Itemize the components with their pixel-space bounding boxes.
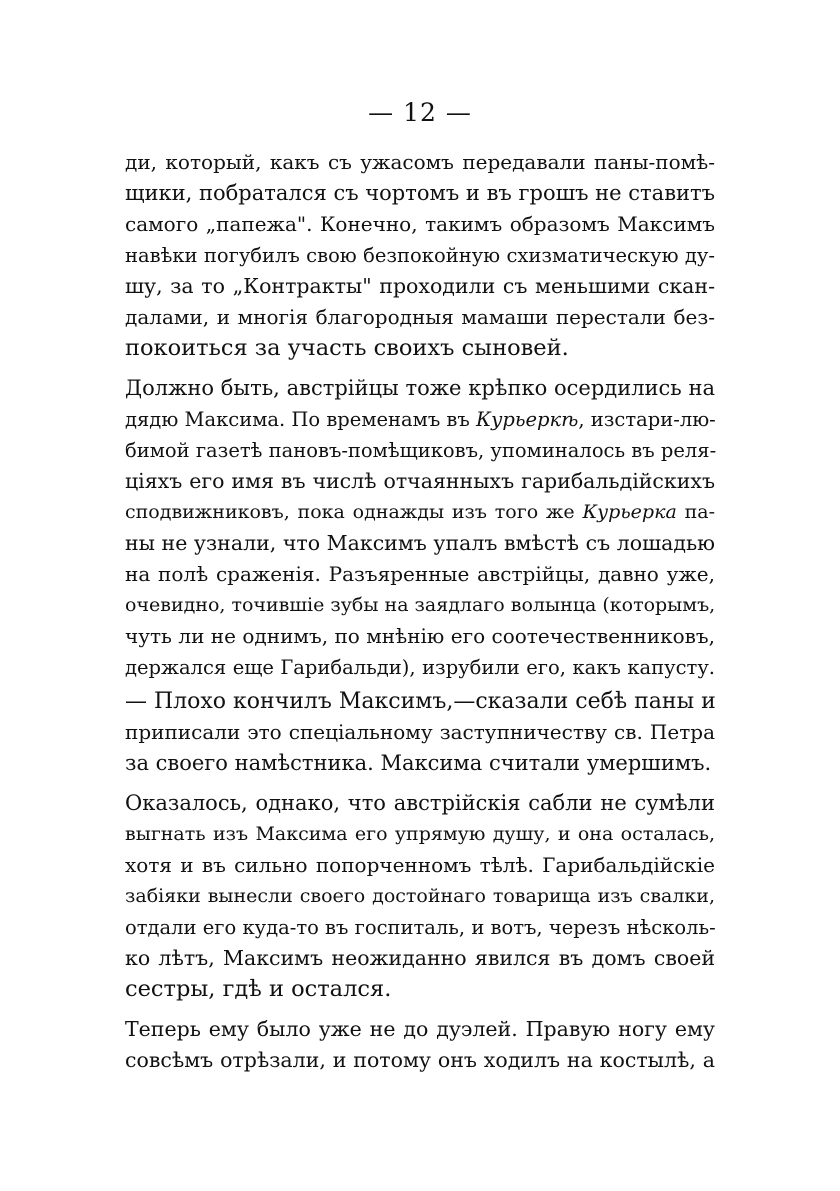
text-line: на полѣ сраженія. Разъяренные австрійцы, давно уже, [125, 562, 715, 586]
text-line: ко лѣтъ, Максимъ неожиданно явился въ домъ своей [125, 946, 715, 970]
text-line: за своего намѣстника. Максима считали умершимъ. [125, 751, 712, 775]
paragraph [125, 686, 715, 779]
text-line: очевидно, точившіе зубы на заядлаго волынца (которымъ, [125, 594, 716, 616]
text-line: навѣки погубилъ свою безпокойную схизматическую ду- [125, 244, 715, 267]
text-line: ціяхъ его имя въ числѣ отчаянныхъ гарибальдійскихъ [125, 469, 715, 493]
text-line: шу, за то „Контракты" проходили съ меньшими скан- [125, 274, 715, 298]
page-number: — 12 — [368, 98, 472, 127]
text-line: Теперь ему было уже не до дуэлей. Правую ногу ему [125, 1017, 715, 1041]
text-line: сестры, гдѣ и остался. [125, 976, 392, 1002]
text-line: ди, который, какъ съ ужасомъ передавали паны-помѣ- [125, 150, 715, 174]
text-line: самого „папежа". Конечно, такимъ образомъ Максимъ [125, 212, 715, 236]
paragraph [125, 147, 715, 364]
text-line: сподвижниковъ, пока однажды изъ того же Курьерка па- [125, 501, 715, 523]
paragraph [125, 788, 715, 1005]
text-line: дядю Максима. По временамъ въ Курьеркѣ, изстари-лю- [125, 408, 716, 431]
newspaper-title: Курьеркѣ [476, 408, 579, 431]
paragraph [125, 373, 715, 683]
text-line: чуть ли не однимъ, по мнѣнію его соотечественниковъ, [125, 624, 715, 648]
text-line: забіяки вынесли своего достойнаго товарища изъ свалки, [125, 885, 715, 907]
text-line: покоиться за участь своихъ сыновей. [125, 335, 569, 361]
text-line: далами, и многія благородныя мамаши перестали без- [125, 305, 715, 329]
text-line: щики, побратался съ чортомъ и въ грошъ не ставитъ [125, 181, 715, 205]
text-line: ны не узнали, что Максимъ упалъ вмѣстѣ съ лошадью [125, 531, 715, 555]
text-line: выгнать изъ Максима его упрямую душу, и она осталась, [125, 823, 715, 845]
body-text [125, 147, 715, 1076]
text-line: приписали это спеціальному заступничеству св. Петра [125, 720, 715, 744]
paragraph [125, 1014, 715, 1076]
text-line: Оказалось, однако, что австрійскія сабли не сумѣли [125, 791, 715, 815]
text-line: держался еще Гарибальди), изрубили его, какъ капусту. [125, 656, 715, 679]
newspaper-title: Курьерка [582, 501, 677, 523]
text-line: бимой газетѣ пановъ-помѣщиковъ, упоминалось въ реля- [125, 439, 717, 462]
text-line: отдали его куда-то въ госпиталь, и вотъ, черезъ нѣсколь- [125, 916, 716, 939]
text-line: совсѣмъ отрѣзали, и потому онъ ходилъ на костылѣ, а [125, 1048, 715, 1072]
text-line: Должно быть, австрійцы тоже крѣпко осердились на [125, 376, 715, 400]
text-line: хотя и въ сильно попорченномъ тѣлѣ. Гарибальдійскіе [125, 853, 715, 877]
text-line: — Плохо кончилъ Максимъ,—сказали себѣ паны и [125, 689, 716, 714]
